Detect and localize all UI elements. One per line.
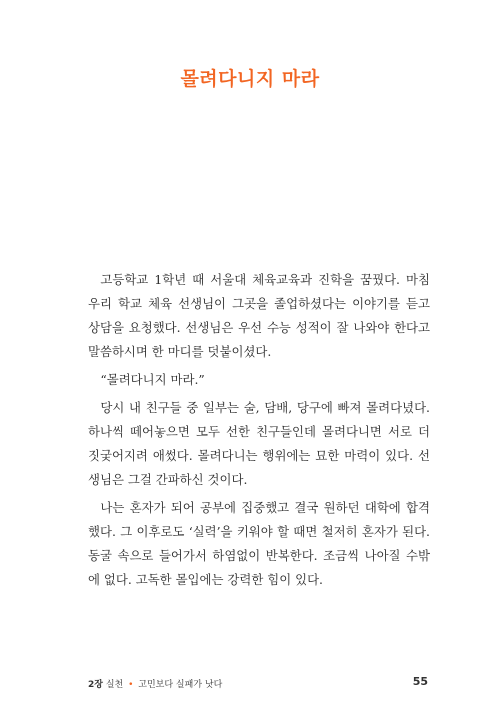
chapter-subtitle: 고민보다 실패가 낫다	[138, 680, 223, 690]
section-label: 실천	[105, 680, 124, 690]
paragraph: 당시 내 친구들 중 일부는 술, 담배, 당구에 빠져 몰려다녔다. 하나씩 떼어놓으면 모두 선한 친구들인데 몰려다니면 서로 더 짓궂어지려 애썼다. 몰려다니는 행위에는 묘한 마력이 있다. 선생님은 그걸 간파하신 것이다.	[88, 400, 430, 487]
page-number: 55	[412, 675, 428, 688]
page-footer	[88, 675, 430, 691]
body-text	[88, 268, 430, 596]
running-header	[88, 677, 222, 690]
page-title: 몰려다니지 마라	[180, 68, 320, 90]
chapter-label: 2장	[88, 680, 103, 690]
paragraph: 나는 혼자가 되어 공부에 집중했고 결국 원하던 대학에 합격했다. 그 이후로도 ‘실력’을 키워야 할 때면 철저히 혼자가 된다. 동굴 속으로 들어가서 하염없이 반복한다. 조금씩 나아질 수밖에 없다. 고독한 몰입에는 강력한 힘이 있다.	[88, 500, 430, 587]
paragraph: 고등학교 1학년 때 서울대 체육교육과 진학을 꿈꿨다. 마침 우리 학교 체육 선생님이 그곳을 졸업하셨다는 이야기를 듣고 상담을 요청했다. 선생님은 우선 수능 성적이 잘 나와야 한다고 말씀하시며 한 마디를 덧붙이셨다.	[88, 272, 430, 359]
separator-dot: •	[128, 680, 134, 690]
paragraph: “몰려다니지 마라.”	[100, 372, 205, 387]
